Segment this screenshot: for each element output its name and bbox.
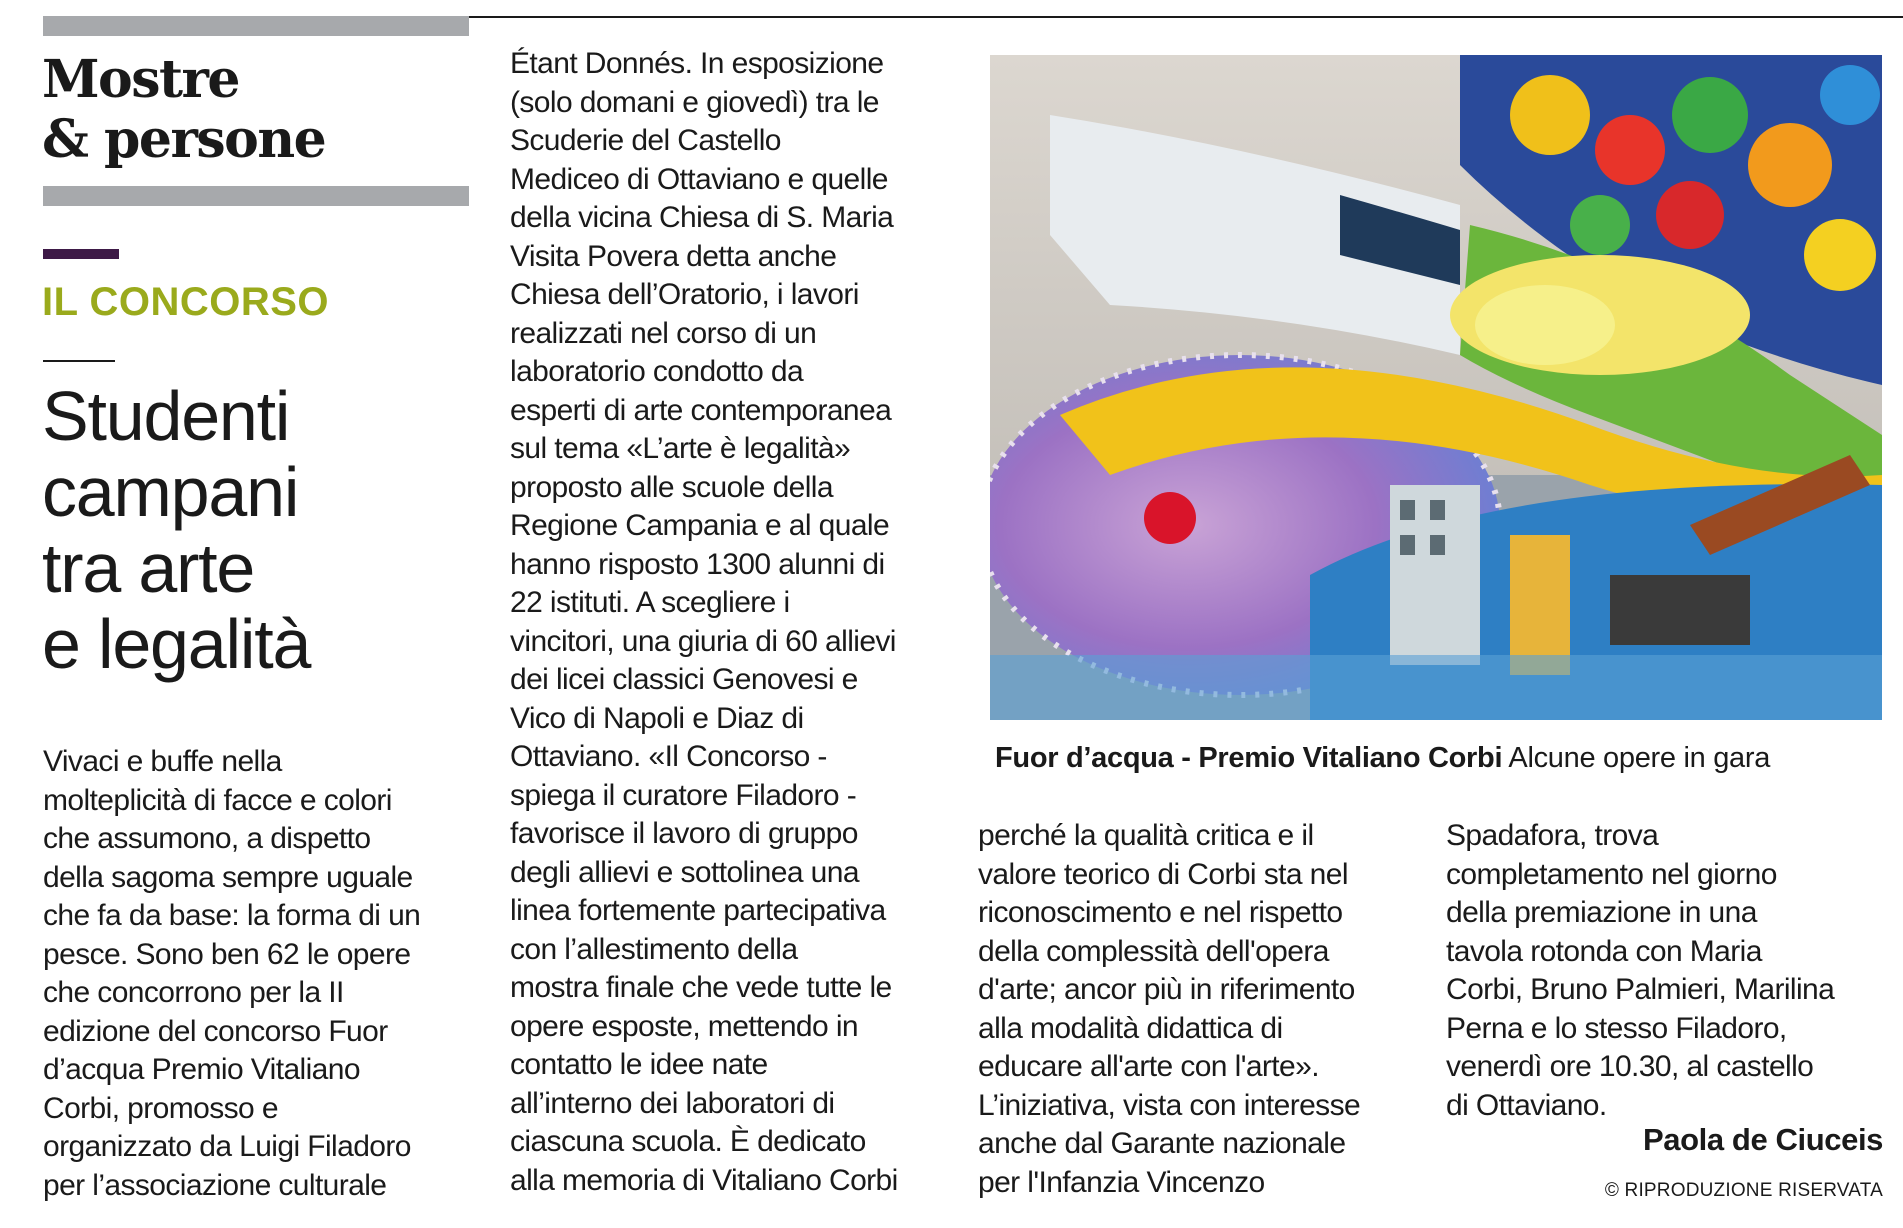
headline-line: Studenti — [42, 377, 290, 455]
text-line: della vicina Chiesa di S. Maria — [510, 201, 894, 234]
text-line: valore teorico di Corbi sta nel — [978, 857, 1348, 891]
headline-line: tra arte — [42, 529, 255, 607]
text-line: degli allievi e sottolinea una — [510, 855, 859, 889]
text-line: laboratorio condotto da — [510, 355, 804, 388]
text-line: d’acqua Premio Vitaliano — [43, 1053, 360, 1086]
text-line: Scuderie del Castello — [510, 124, 781, 157]
article-column-1 — [43, 743, 420, 1205]
text-line: che concorrono per la II — [43, 976, 344, 1009]
text-line: della sagoma sempre uguale — [43, 860, 413, 894]
text-line: opere esposte, mettendo in — [510, 1009, 858, 1043]
section-rule-top — [43, 16, 469, 36]
headline-line: campani — [42, 453, 299, 531]
text-line: Corbi, Bruno Palmieri, Marilina — [1446, 973, 1835, 1006]
text-line: alla memoria di Vitaliano Corbi — [510, 1163, 898, 1197]
text-line: alla modalità didattica di — [978, 1011, 1283, 1045]
text-line: Spadafora, trova — [1446, 819, 1659, 852]
page-top-rule — [469, 16, 1903, 18]
text-line: hanno risposto 1300 alunni di — [510, 547, 885, 581]
section-rule-bottom — [43, 186, 469, 206]
author-byline: Paola de Ciuceis — [1643, 1122, 1883, 1157]
text-line: di Ottaviano. — [1446, 1088, 1607, 1122]
text-line: della premiazione in una — [1446, 896, 1757, 929]
text-line: realizzati nel corso di un — [510, 316, 817, 350]
section-kicker — [42, 50, 325, 170]
text-line: tavola rotonda con Maria — [1446, 934, 1762, 968]
article-column-3 — [978, 817, 1360, 1202]
text-line: proposto alle scuole della — [510, 470, 833, 504]
text-line: dei licei classici Genovesi e — [510, 663, 858, 696]
text-line: completamento nel giorno — [1446, 857, 1777, 891]
text-line: che fa da base: la forma di un — [43, 899, 421, 932]
text-line: molteplicità di facce e colori — [43, 783, 392, 817]
text-line: linea fortemente partecipativa — [510, 894, 886, 927]
text-line: esperti di arte contemporanea — [510, 393, 892, 427]
section-kicker-line1: Mostre — [42, 49, 240, 110]
text-line: organizzato da Luigi Filadoro — [43, 1130, 411, 1163]
text-line: con l’allestimento della — [510, 932, 798, 966]
section-kicker-line2: & persone — [42, 109, 326, 170]
text-line: contatto le idee nate — [510, 1048, 768, 1081]
text-line: della complessità dell'opera — [978, 934, 1329, 968]
text-line: mostra finale che vede tutte le — [510, 971, 892, 1004]
text-line: edizione del concorso Fuor — [43, 1014, 388, 1048]
text-line: all’interno dei laboratori di — [510, 1086, 835, 1120]
text-line: Étant Donnés. In esposizione — [510, 47, 884, 80]
text-line: Ottaviano. «Il Concorso - — [510, 740, 827, 773]
photo-caption-title: Fuor d’acqua - Premio Vitaliano Corbi — [995, 742, 1503, 774]
photo-caption-text: Alcune opere in gara — [1508, 742, 1771, 774]
text-line: sul tema «L’arte è legalità» — [510, 432, 851, 465]
text-line: riconoscimento e nel rispetto — [978, 896, 1343, 929]
section-label: IL CONCORSO — [42, 280, 330, 324]
text-line: Vico di Napoli e Diaz di — [510, 701, 804, 735]
text-line: per l’associazione culturale — [43, 1168, 387, 1202]
text-line: Corbi, promosso e — [43, 1091, 278, 1125]
headline — [42, 378, 310, 682]
text-line: ciascuna scuola. È dedicato — [510, 1125, 866, 1158]
article-column-2 — [510, 45, 898, 1200]
text-line: per l'Infanzia Vincenzo — [978, 1165, 1265, 1199]
text-line: pesce. Sono ben 62 le opere — [43, 937, 411, 971]
headline-divider — [43, 360, 115, 362]
label-accent-bar — [43, 249, 119, 259]
text-line: anche dal Garante nazionale — [978, 1127, 1346, 1160]
text-line: Regione Campania e al quale — [510, 509, 890, 542]
text-line: (solo domani e giovedì) tra le — [510, 85, 879, 119]
text-line: Vivaci e buffe nella — [43, 745, 282, 778]
text-line: spiega il curatore Filadoro - — [510, 778, 857, 812]
text-line: Visita Povera detta anche — [510, 239, 837, 273]
text-line: d'arte; ancor più in riferimento — [978, 973, 1355, 1006]
text-line: che assumono, a dispetto — [43, 822, 371, 855]
text-line: favorisce il lavoro di gruppo — [510, 817, 858, 850]
text-line: educare all'arte con l'arte». — [978, 1050, 1319, 1083]
text-line: L’iniziativa, vista con interesse — [978, 1088, 1361, 1122]
text-line: Perna e lo stesso Filadoro, — [1446, 1011, 1787, 1045]
text-line: venerdì ore 10.30, al castello — [1446, 1050, 1814, 1083]
photo-caption — [995, 742, 1770, 775]
headline-line: e legalità — [42, 605, 311, 683]
article-column-4 — [1446, 817, 1834, 1125]
text-line: Mediceo di Ottaviano e quelle — [510, 162, 888, 196]
text-line: 22 istituti. A scegliere i — [510, 586, 790, 619]
text-line: Chiesa dell’Oratorio, i lavori — [510, 278, 859, 311]
copyright-notice: © RIPRODUZIONE RISERVATA — [1604, 1180, 1883, 1201]
artwork-photo — [990, 55, 1882, 720]
text-line: vincitori, una giuria di 60 allievi — [510, 624, 896, 658]
text-line: perché la qualità critica e il — [978, 819, 1314, 852]
